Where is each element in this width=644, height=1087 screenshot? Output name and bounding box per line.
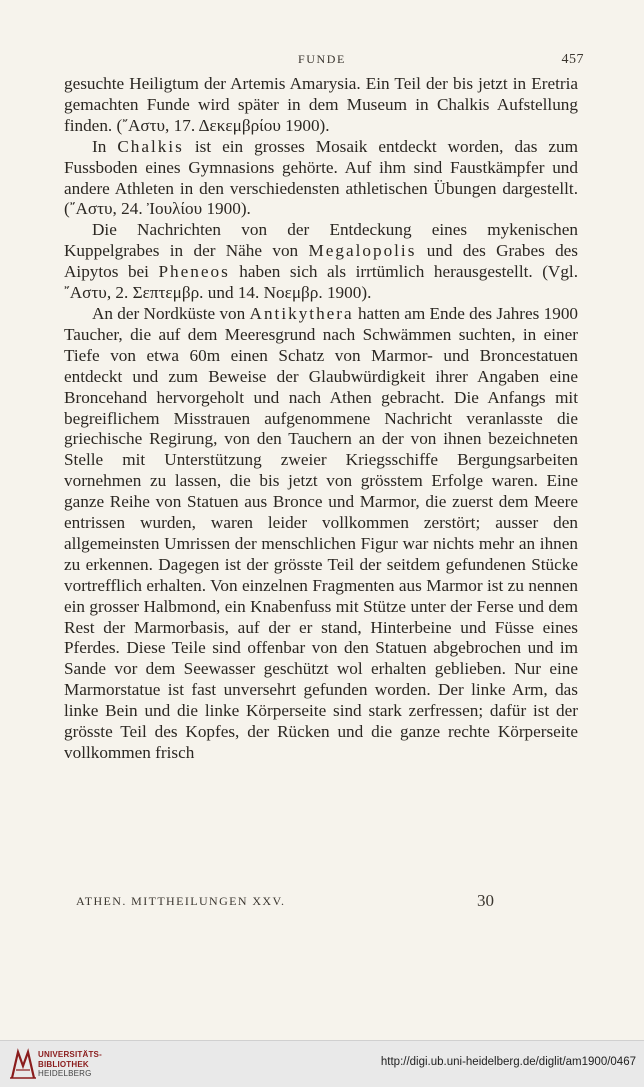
sheet-number: 30: [477, 891, 494, 910]
logo-line-2: BIBLIOTHEK: [38, 1059, 89, 1069]
page-number: 457: [561, 52, 584, 67]
text-run: In: [92, 136, 118, 156]
journal-signature: ATHEN. MITTHEILUNGEN XXV.: [76, 894, 286, 908]
paragraph: [64, 137, 578, 221]
paragraph: [64, 220, 578, 304]
page-footer: [76, 891, 494, 911]
text-run: An der Nordküste von: [92, 303, 250, 323]
running-head: [60, 52, 584, 72]
logo-line-3: HEIDELBERG: [38, 1069, 92, 1078]
text-run: hatten am Ende des Jahres 1900 Taucher, die auf dem Meeresgrund nach Schwämmen suchten, in einer Tiefe von etwa 60m einen Schatz von Marmor- und Broncestatuen entdeckt und zum Beweise der Glaubwürdigkeit ihrer Angaben eine Broncehand hervorgeholt und nach Athen gebracht. Die Anfangs mit begreiflichem Misstrauen aufgenommene Nachricht veranlasste die griechische Regirung, von den Tauchern an der von ihnen bezeichneten Stelle mit Unterstützung zweier Kriegsschiffe Bergungsarbeiten vornehmen zu lassen, die bis jetzt von grösstem Erfolge waren. Eine ganze Reihe von Statuen aus Bronce und Marmor, die zuerst dem Meere entrissen wurden, waren leider vollkommen zerstört; ausser den allgemeinsten Umrissen der menschlichen Figur war nichts mehr an ihnen zu erkennen. Dagegen ist der grösste Teil der seitdem gefundenen Stücke vortrefflich erhalten. Von einzelnen Fragmenten aus Marmor ist zu nennen ein grosser Halbmond, ein Knabenfuss mit Stütze unter der Ferse und dem Rest der Marmorbasis, auf der er stand, Hinterbeine und Füsse eines Pferdes. Diese Teile sind offenbar von den Statuen abgebrochen und im Sande vor dem Seewasser geschützt wol erhalten geblieben. Nur eine Marmorstatue ist fast unversehrt gefunden worden. Der linke Arm, das linke Bein und die linke Körperseite sind stark zerfressen; dafür ist der grösste Teil des Kopfes, der Rücken und die ganze rechte Körperseite vollkommen frisch: [64, 303, 579, 762]
spaced-place-name: Megalopolis: [308, 241, 417, 261]
spaced-place-name: Chalkis: [117, 136, 184, 156]
library-footer-bar: [0, 1040, 644, 1087]
body-text: [64, 74, 578, 764]
text-run: Die Nachrichten von der Entdeckung eines mykenischen Kuppelgrabes in der Nähe von: [64, 220, 578, 261]
paragraph: [64, 304, 578, 764]
spaced-place-name: Antikythera: [249, 303, 354, 323]
text-run: gesuchte Heiligtum der Artemis Amarysia. Ein Teil der bis jetzt in Eretria gemachten Funde wird später in dem Museum in Chalkis Aufstellung finden. (῎Αστυ, 17. Δεκεμβρίου 1900).: [64, 74, 578, 135]
running-head-title: FUNDE: [297, 52, 346, 66]
logo-line-1: UNIVERSITÄTS-: [38, 1050, 102, 1059]
permalink-url[interactable]: http://digi.ub.uni-heidelberg.de/diglit/am1900/0467: [380, 1056, 636, 1068]
text-run: haben sich als irrtümlich herausgestellt. (Vgl. ῎Αστυ, 2. Σεπτεμβρ. und 14. Νοεμβρ. 1900).: [64, 262, 578, 303]
text-run: ist ein grosses Mosaik entdeckt worden, das zum Fussboden eines Gymnasions gehörte. Auf ihm sind Faustkämpfer und andere Athleten in den verschiedensten athletischen Übungen dargestellt. (῎Αστυ, 24. Ἰουλίου 1900).: [64, 136, 578, 219]
spaced-place-name: Pheneos: [158, 262, 230, 282]
paragraph: [64, 74, 578, 137]
library-logo-text: [38, 1050, 102, 1079]
text-run: und des Grabes des Aipytos bei: [64, 241, 578, 282]
library-logo-icon[interactable]: [8, 1048, 38, 1080]
